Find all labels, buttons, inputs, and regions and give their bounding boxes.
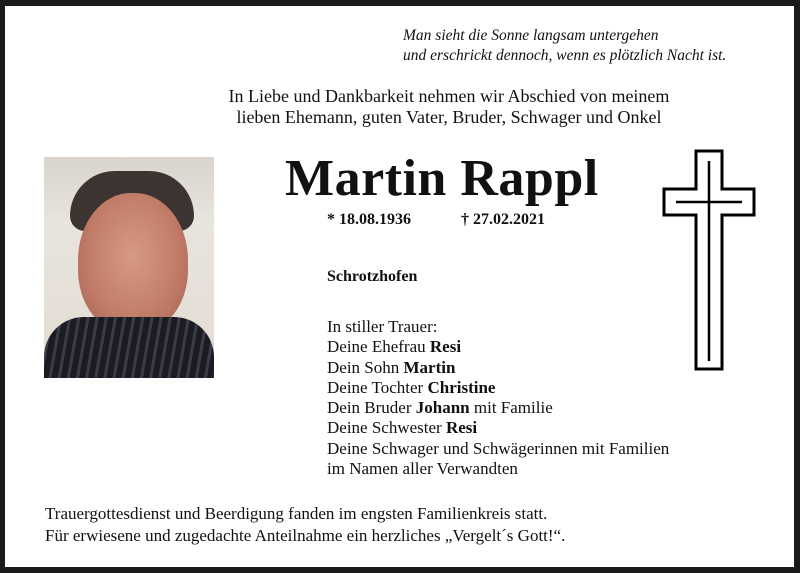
place: Schrotzhofen (327, 268, 418, 285)
portrait-photo (44, 157, 214, 378)
mourner-relation: Deine Schwager und Schwägerinnen mit Familien (327, 438, 670, 458)
intro-line: lieben Ehemann, guten Vater, Bruder, Schwager und Onkel (236, 107, 662, 127)
mourner-line (327, 459, 669, 479)
mourner-line (327, 337, 669, 357)
footer-line: Trauergottesdienst und Beerdigung fanden im engsten Familienkreis statt. (45, 504, 548, 523)
mourner-suffix: mit Familie (469, 398, 553, 418)
birth-date: * 18.08.1936 (327, 211, 411, 228)
footer-text (45, 503, 565, 547)
mourner-name: Resi (445, 418, 478, 438)
cross-icon (662, 149, 756, 371)
mourner-name: Christine (427, 377, 496, 397)
mourner-line (327, 418, 669, 438)
deceased-name: Martin Rappl (285, 150, 599, 207)
intro-text (5, 86, 800, 128)
mourner-name: Johann (415, 398, 470, 418)
mourner-relation: Deine Tochter (327, 377, 428, 397)
motto-quote (403, 26, 726, 66)
intro-line: In Liebe und Dankbarkeit nehmen wir Abschied von meinem (228, 86, 670, 106)
mourner-relation: Dein Bruder (327, 398, 416, 418)
motto-line: Man sieht die Sonne langsam untergehen (403, 27, 659, 44)
footer-line: Für erwiesene und zugedachte Anteilnahme ein herzliches „Vergelt´s Gott!“. (45, 526, 566, 545)
mourning-header: In stiller Trauer: (327, 317, 438, 336)
obituary-notice (5, 6, 794, 567)
mourner-line (327, 358, 669, 378)
death-date: † 27.02.2021 (461, 211, 545, 228)
mourner-name: Resi (429, 337, 462, 357)
mourner-relation: Deine Schwester (327, 418, 446, 438)
motto-line: und erschrickt dennoch, wenn es plötzlich Nacht ist. (403, 47, 727, 64)
mourner-name: Martin (403, 357, 456, 377)
mourner-relation: Dein Sohn (327, 357, 404, 377)
mourner-relation: im Namen aller Verwandten (327, 459, 518, 479)
mourner-line (327, 378, 669, 398)
mourner-line (327, 439, 669, 459)
mourner-relation: Deine Ehefrau (327, 337, 430, 357)
mourners-list (327, 317, 669, 479)
mourner-line (327, 398, 669, 418)
